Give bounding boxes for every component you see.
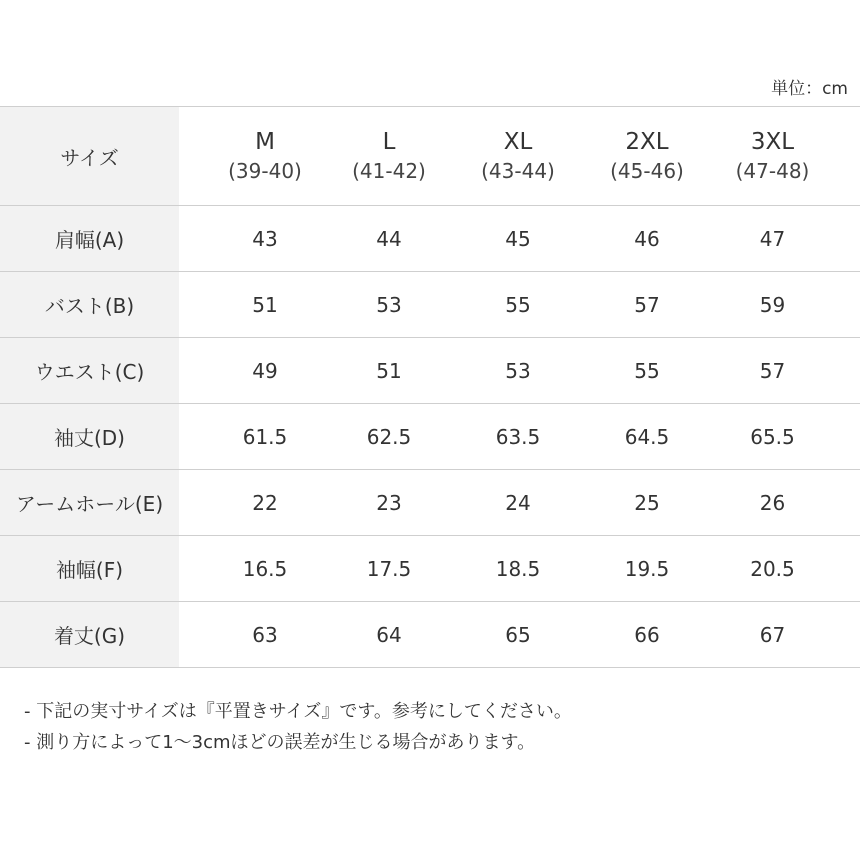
table-row <box>0 602 860 668</box>
table-cell: 59 <box>759 292 786 317</box>
unit-label: 単位：cm <box>771 79 848 99</box>
size-range: (47-48) <box>735 159 810 183</box>
table-cell: 55 <box>505 292 531 317</box>
size-range: (41-42) <box>352 159 426 183</box>
size-column-header <box>351 107 427 206</box>
table-cell: 65 <box>505 622 531 647</box>
row-label: ウエスト(C) <box>0 338 179 404</box>
row-label: 袖丈(D) <box>0 404 179 470</box>
table-row <box>0 206 860 272</box>
table-cell: 24 <box>505 490 531 515</box>
table-row <box>0 470 860 536</box>
table-cell: 44 <box>376 226 402 251</box>
table-cell: 55 <box>634 358 660 383</box>
size-column-header <box>427 107 609 206</box>
table-cell: 18.5 <box>495 556 541 581</box>
table-cell: 43 <box>252 226 278 251</box>
size-chart-table <box>0 106 860 668</box>
table-cell: 62.5 <box>366 424 412 449</box>
table-cell: 17.5 <box>366 556 412 581</box>
table-cell: 16.5 <box>242 556 288 581</box>
size-column-header <box>609 107 685 206</box>
table-cell: 63 <box>252 622 278 647</box>
table-cell: 65.5 <box>750 424 795 449</box>
size-name: XL <box>503 129 533 155</box>
size-name: 3XL <box>750 129 795 155</box>
size-header-label: サイズ <box>0 107 179 206</box>
row-label: 袖幅(F) <box>0 536 179 602</box>
table-cell: 51 <box>376 358 402 383</box>
size-column-header <box>179 107 351 206</box>
table-cell: 25 <box>634 490 660 515</box>
row-label: 着丈(G) <box>0 602 179 668</box>
table-cell: 23 <box>376 490 402 515</box>
table-cell: 19.5 <box>624 556 670 581</box>
table-cell: 66 <box>634 622 660 647</box>
size-range: (43-44) <box>481 159 555 183</box>
table-row <box>0 536 860 602</box>
table-cell: 46 <box>634 226 660 251</box>
size-name: 2XL <box>625 129 669 155</box>
size-name: M <box>255 129 275 155</box>
table-cell: 20.5 <box>750 556 795 581</box>
table-cell: 26 <box>759 490 786 515</box>
table-row <box>0 272 860 338</box>
table-cell: 51 <box>252 292 278 317</box>
table-cell: 57 <box>759 358 786 383</box>
table-cell: 61.5 <box>242 424 288 449</box>
table-cell: 64 <box>376 622 402 647</box>
table-cell: 64.5 <box>624 424 670 449</box>
size-range: (39-40) <box>228 159 302 183</box>
size-range: (45-46) <box>610 159 684 183</box>
table-cell: 63.5 <box>495 424 541 449</box>
table-cell: 53 <box>505 358 531 383</box>
notes <box>24 696 572 758</box>
table-cell: 47 <box>759 226 786 251</box>
table-row <box>0 338 860 404</box>
table-cell: 57 <box>634 292 660 317</box>
row-label: バスト(B) <box>0 272 179 338</box>
table-cell: 53 <box>376 292 402 317</box>
size-column-header <box>685 107 860 206</box>
note-line: - 下記の実寸サイズは『平置きサイズ』です。参考にしてください。 <box>24 701 572 722</box>
row-label: 肩幅(A) <box>0 206 179 272</box>
row-label: アームホール(E) <box>0 470 179 536</box>
size-header-row <box>0 107 860 206</box>
note-line: - 測り方によって1～3cmほどの誤差が生じる場合があります。 <box>24 732 536 753</box>
table-cell: 45 <box>505 226 531 251</box>
table-cell: 67 <box>759 622 786 647</box>
table-cell: 49 <box>252 358 278 383</box>
table-row <box>0 404 860 470</box>
size-name: L <box>382 129 396 155</box>
table-cell: 22 <box>252 490 278 515</box>
